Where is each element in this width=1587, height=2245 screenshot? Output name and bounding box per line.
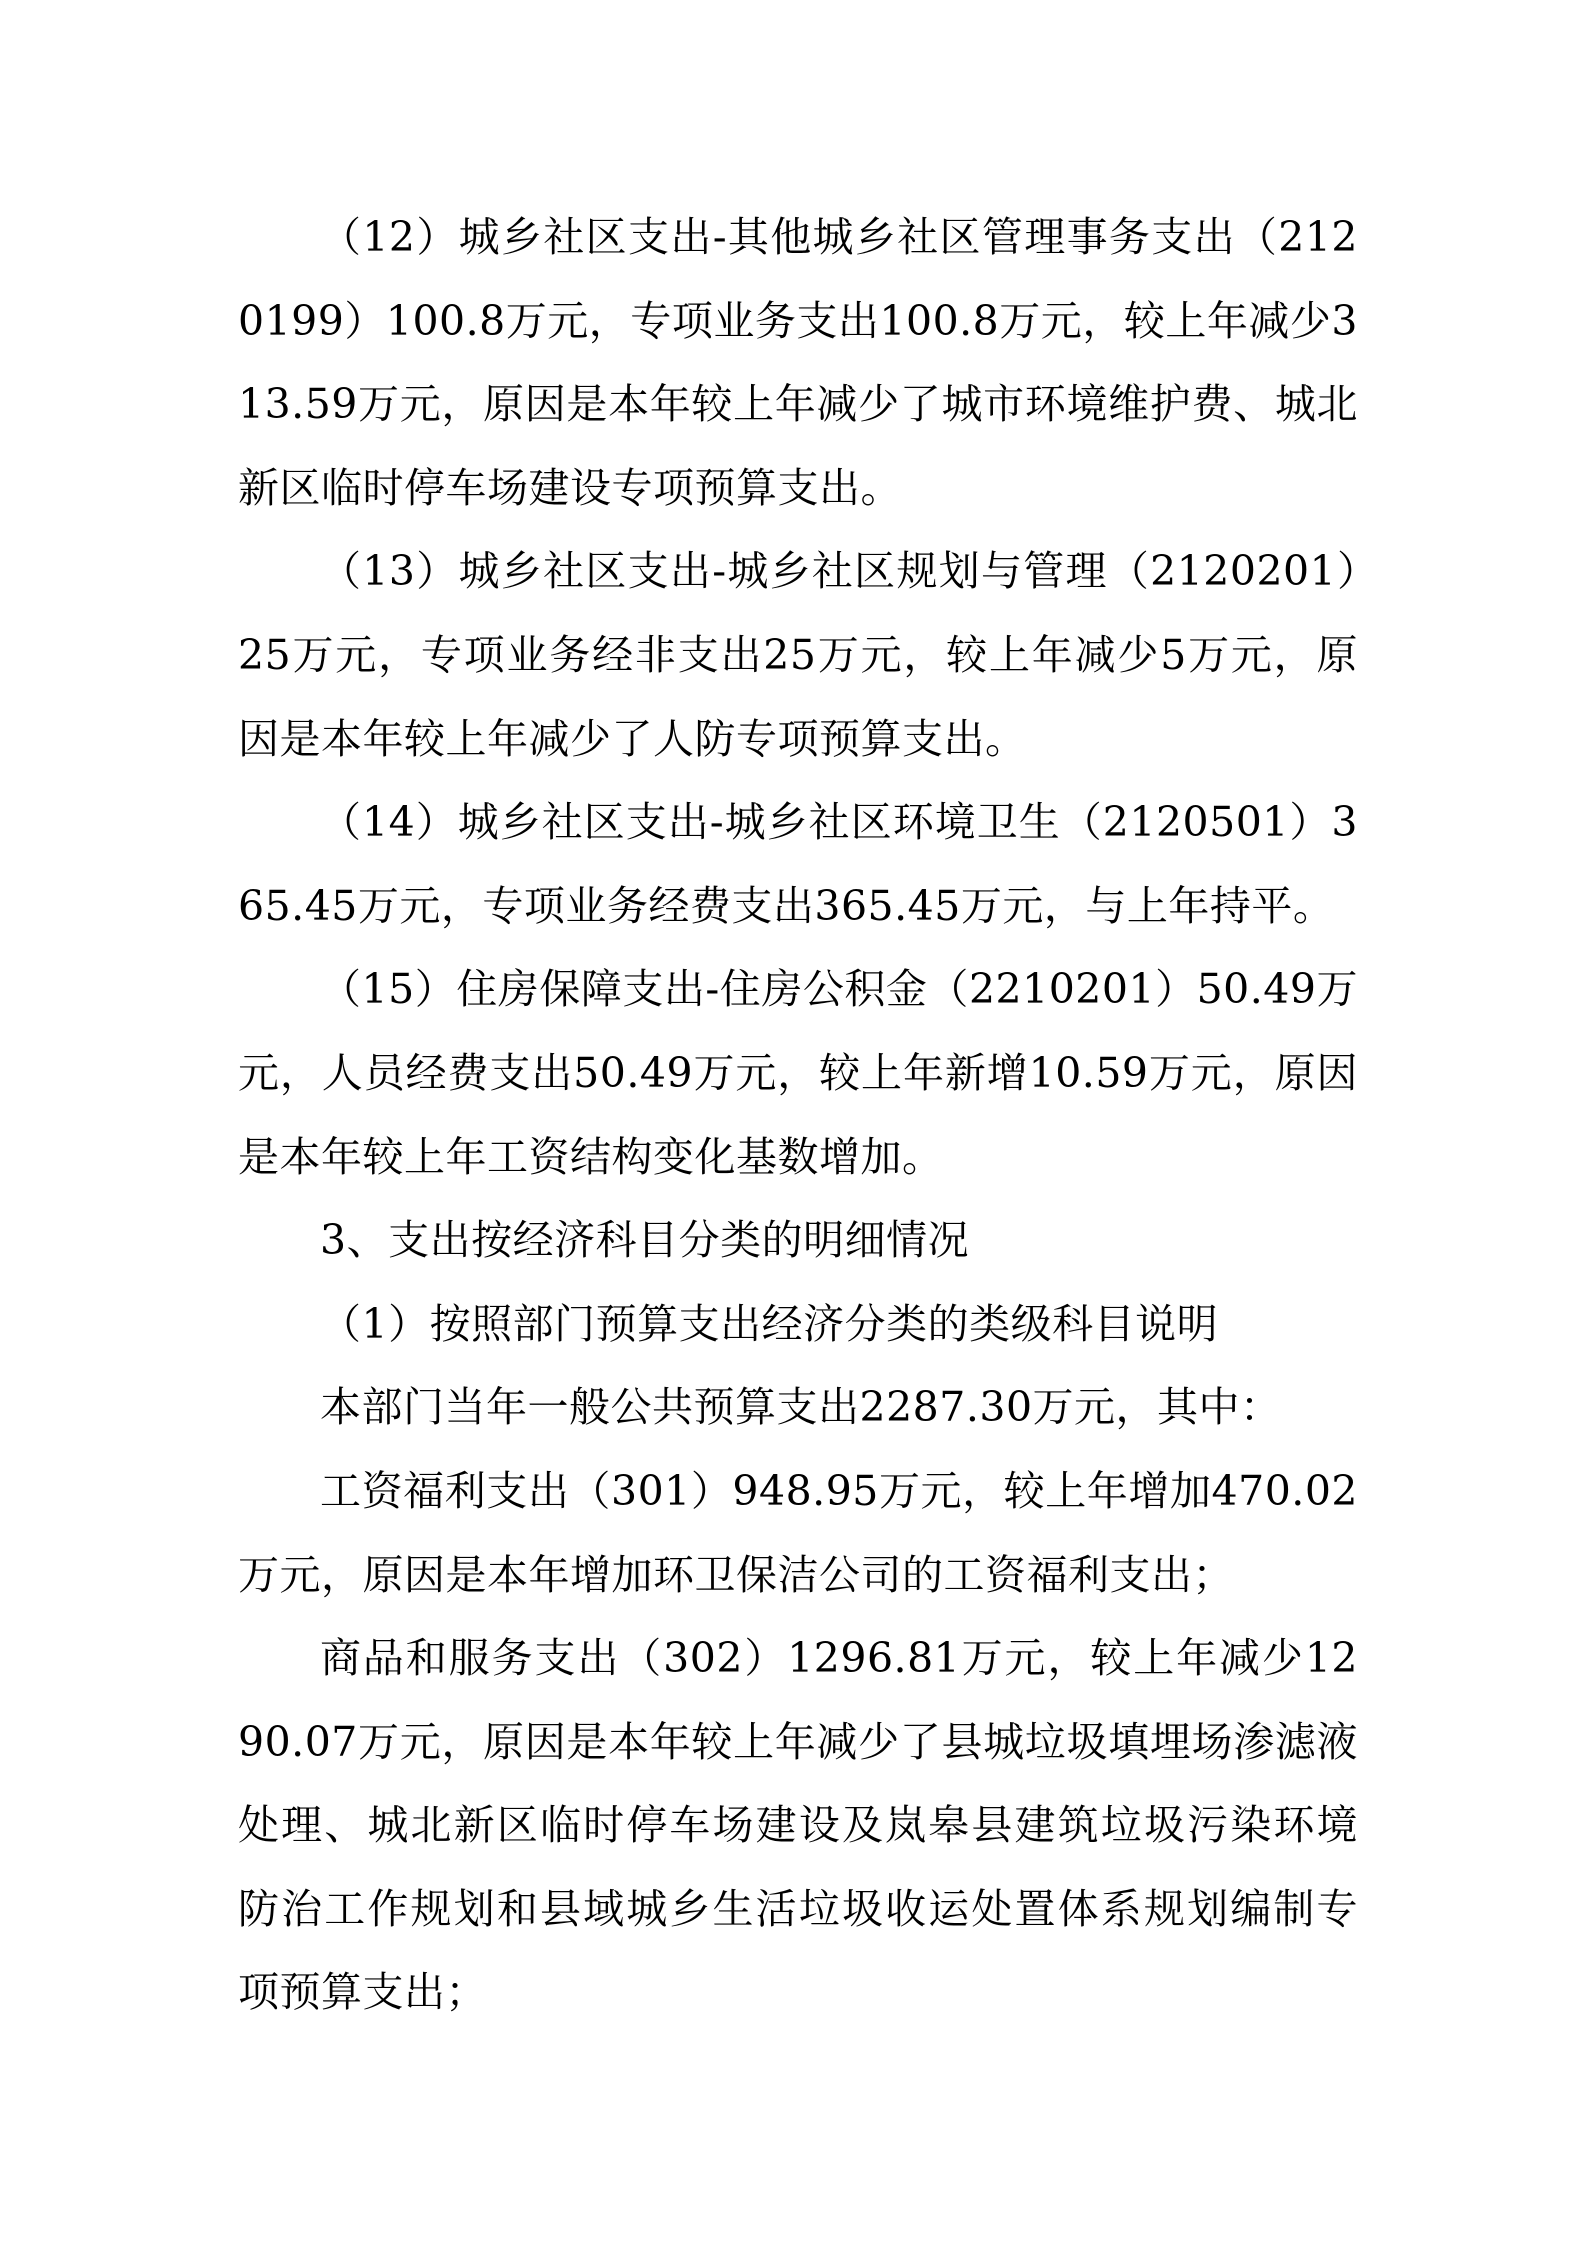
paragraph-salary-welfare: 工资福利支出（301）948.95万元，较上年增加470.02万元，原因是本年增加环卫保洁公司的工资福利支出； — [238, 1466, 1358, 1599]
paragraph-item-15: （15）住房保障支出-住房公积金（2210201）50.49万元，人员经费支出50.49万元，较上年新增10.59万元，原因是本年较上年工资结构变化基数增加。 — [238, 965, 1358, 1181]
subsection-heading-class-level: （1）按照部门预算支出经济分类的类级科目说明 — [320, 1299, 1219, 1348]
document-page — [238, 196, 1358, 2035]
section-heading-economic-classification: 3、支出按经济科目分类的明细情况 — [320, 1216, 970, 1265]
paragraph-item-12: （12）城乡社区支出-其他城乡社区管理事务支出（2120199）100.8万元，专项业务支出100.8万元，较上年减少313.59万元，原因是本年较上年减少了城市环境维护费、城北新区临时停车场建设专项预算支出。 — [238, 213, 1358, 512]
paragraph-total-expenditure: 本部门当年一般公共预算支出2287.30万元，其中： — [320, 1383, 1282, 1432]
paragraph-item-14: （14）城乡社区支出-城乡社区环境卫生（2120501）365.45万元，专项业务经费支出365.45万元，与上年持平。 — [238, 798, 1358, 930]
paragraph-item-13: （13）城乡社区支出-城乡社区规划与管理（2120201）25万元，专项业务经非支出25万元，较上年减少5万元，原因是本年较上年减少了人防专项预算支出。 — [238, 547, 1358, 763]
paragraph-goods-services: 商品和服务支出（302）1296.81万元，较上年减少1290.07万元，原因是本年较上年减少了县城垃圾填埋场渗滤液处理、城北新区临时停车场建设及岚皋县建筑垃圾污染环境防治工作规划和县域城乡生活垃圾收运处置体系规划编制专项预算支出； — [238, 1634, 1358, 2017]
